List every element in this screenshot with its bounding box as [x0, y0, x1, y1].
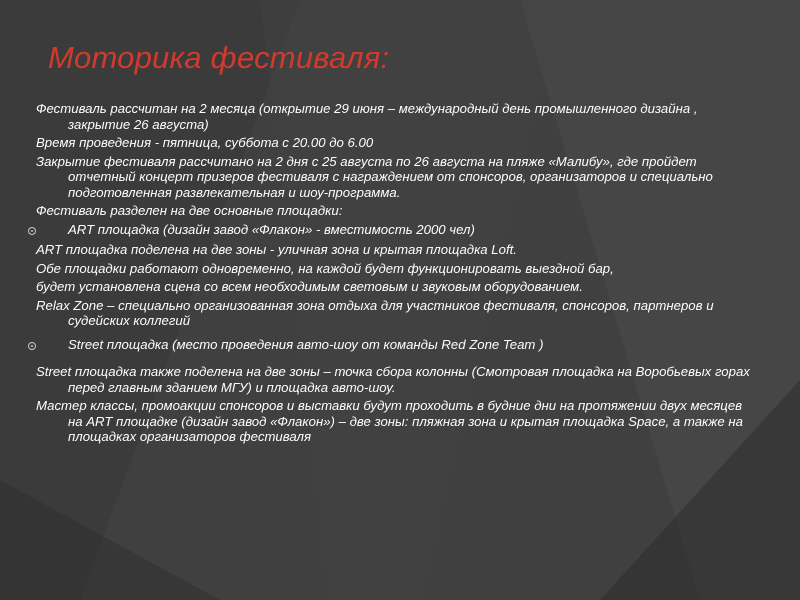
bullet-text: ART площадка (дизайн завод «Флакон» - вместимость 2000 чел) [68, 221, 475, 237]
paragraph: Время проведения - пятница, суббота с 20.00 до 6.00 [36, 135, 374, 150]
paragraph: ART площадка поделена на две зоны - уличная зона и крытая площадка Loft. [36, 242, 517, 257]
paragraph: Обе площадки работают одновременно, на каждой будет функционировать выездной бар, [36, 260, 614, 276]
paragraph: Закрытие фестиваля рассчитано на 2 дня с 25 августа по 26 августа на пляже «Малибу», где пройдет отчетный концерт призеров фестиваля с награждением от спонсоров, организаторов и специально подготовленная развлекательная и шоу-программа. [36, 153, 713, 200]
bullet-item [36, 337, 758, 353]
circle-bullet-icon [28, 342, 36, 350]
paragraph: будет установлена сцена со всем необходимым световым и звуковым оборудованием. [36, 279, 583, 294]
bullet-text: Street площадка (место проведения авто-шоу от команды Red Zone Team ) [68, 336, 544, 352]
bullet-item [36, 222, 758, 238]
circle-bullet-icon [28, 227, 36, 235]
paragraph: Relax Zone – специально организованная зона отдыха для участников фестиваля, спонсоров, партнеров и судейских коллегий [36, 297, 714, 328]
paragraph: Мастер классы, промоакции спонсоров и выставки будут проходить в будние дни на протяжении двух месяцев на ART площадке (дизайн завод «Флакон») – две зоны: пляжная зона и крытая площадка Space, а также на площадках организаторов фестиваля [36, 398, 743, 444]
paragraph: Фестиваль разделен на две основные площадки: [36, 203, 343, 218]
slide-title: Моторика фестиваля: [48, 40, 390, 75]
paragraph: Street площадка также поделена на две зоны – точка сбора колонны (Смотровая площадка на Воробьевых горах перед главным зданием МГУ) и площадка авто-шоу. [36, 364, 750, 395]
slide-body [36, 101, 758, 448]
paragraph: Фестиваль рассчитан на 2 месяца (открытие 29 июня – международный день промышленного дизайна , закрытие 26 августа) [36, 101, 698, 132]
